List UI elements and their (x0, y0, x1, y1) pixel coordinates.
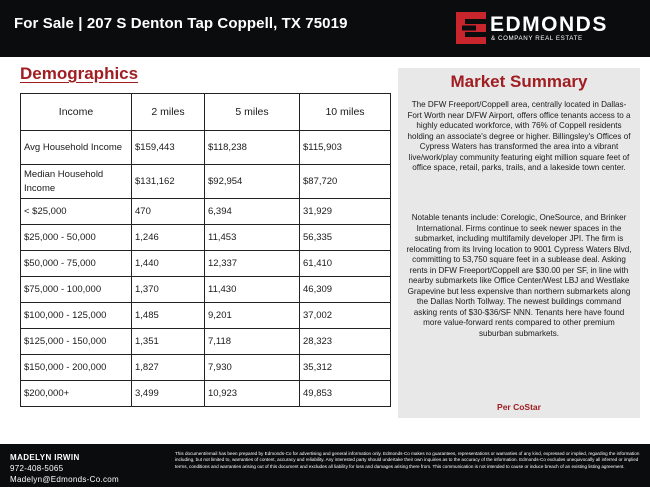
legal-disclaimer: This document/email has been prepared by Edmonds-Co for advertising and general information only. Edmonds-Co makes no guarantees, representations or warranties of any kind, expressed or implied, regarding the information including, but not limited to, warranties of content, accuracy and reliability. Any interested party should undertake their own inquiries as to the accuracy of the information. Edmonds-Co excludes unequivocally all inferred or implied terms, conditions and warranties arising out of this document and excludes all liability for loss and damages arising there from. This communication is not intended to cause or induce breach of an existing listing agreement. (175, 451, 640, 469)
table-cell: $131,162 (132, 165, 205, 199)
table-row (21, 355, 391, 381)
table-cell: 6,394 (205, 199, 300, 225)
table-cell: $87,720 (300, 165, 391, 199)
company-logo (456, 11, 641, 45)
table-row (21, 131, 391, 165)
table-cell: $115,903 (300, 131, 391, 165)
table-cell: 11,430 (205, 277, 300, 303)
column-header: 2 miles (132, 94, 205, 131)
row-label: $50,000 - 75,000 (21, 251, 132, 277)
table-cell: 31,929 (300, 199, 391, 225)
table-cell: 35,312 (300, 355, 391, 381)
table-cell: 1,827 (132, 355, 205, 381)
table-row (21, 199, 391, 225)
market-summary-paragraph: Notable tenants include: Corelogic, OneSource, and Brinker International. Firms continue to seek newer spaces in the submarket, including multifamily developer JPI. The firm is relocating from its Irving location to 9001 Cypress Waters Blvd, committing to 53,750 square feet in a sublease deal. Asking rents in DFW Freeport/Coppell are $30.00 per SF, in line with nearby submarkets like Office Center/West LBJ and Westlake Grapevine but less expensive than northern submarkets along the Dallas North Tollway. The newest buildings command asking rents of $30-$36/SF NNN. Tenants here have found more value-forward rents compared to other premium suburban submarkets. (406, 213, 632, 338)
table-row (21, 329, 391, 355)
table-row (21, 303, 391, 329)
footer-bar (0, 444, 650, 487)
header-bar (0, 0, 650, 57)
table-cell: 7,930 (205, 355, 300, 381)
table-cell: 10,923 (205, 381, 300, 407)
row-label: $150,000 - 200,000 (21, 355, 132, 381)
market-summary-title: Market Summary (450, 72, 588, 91)
table-cell: 37,002 (300, 303, 391, 329)
table-row (21, 165, 391, 199)
row-label: Avg Household Income (21, 131, 132, 165)
agent-email: Madelyn@Edmonds-Co.com (10, 475, 119, 484)
table-cell: 1,351 (132, 329, 205, 355)
page-title: For Sale | 207 S Denton Tap Coppell, TX 75019 (14, 15, 348, 32)
table-row (21, 381, 391, 407)
table-cell: $159,443 (132, 131, 205, 165)
table-cell: 46,309 (300, 277, 391, 303)
table-cell: 49,853 (300, 381, 391, 407)
table-cell: 1,440 (132, 251, 205, 277)
table-cell: 61,410 (300, 251, 391, 277)
table-cell: 12,337 (205, 251, 300, 277)
market-summary-panel (398, 68, 640, 418)
table-cell: 9,201 (205, 303, 300, 329)
table-cell: 11,453 (205, 225, 300, 251)
row-label: $100,000 - 125,000 (21, 303, 132, 329)
edmonds-logo-icon (456, 12, 492, 44)
source-credit: Per CoStar (497, 402, 541, 412)
table-cell: 470 (132, 199, 205, 225)
row-label: $75,000 - 100,000 (21, 277, 132, 303)
logo-tagline: & COMPANY REAL ESTATE (491, 35, 583, 42)
table-cell: $118,238 (205, 131, 300, 165)
table-cell: 28,323 (300, 329, 391, 355)
table-row (21, 251, 391, 277)
row-label: $200,000+ (21, 381, 132, 407)
table-cell: 1,485 (132, 303, 205, 329)
table-header-row (21, 94, 391, 131)
row-label: $125,000 - 150,000 (21, 329, 132, 355)
row-label: Median Household Income (21, 165, 132, 199)
column-header: Income (21, 94, 132, 131)
table-row (21, 225, 391, 251)
table-cell: 1,246 (132, 225, 205, 251)
table-cell: 56,335 (300, 225, 391, 251)
column-header: 10 miles (300, 94, 391, 131)
table-cell: 1,370 (132, 277, 205, 303)
table-cell: 7,118 (205, 329, 300, 355)
market-summary-paragraph: The DFW Freeport/Coppell area, centrally located in Dallas-Fort Worth near D/FW Airport, offers office tenants access to a highly educated workforce, with 76% of Coppell residents holding an associate's degree or higher. Billingsley's Offices of Cypress Waters has transformed the area into a vibrant live/work/play community featuring eight million square feet of office space, retail, parks, trails, and a lakeside town center. (407, 100, 631, 172)
table-cell: $92,954 (205, 165, 300, 199)
agent-name: MADELYN IRWIN (10, 453, 80, 462)
table-row (21, 277, 391, 303)
logo-wordmark: EDMONDS (490, 13, 608, 36)
demographics-title: Demographics (20, 64, 139, 83)
row-label: < $25,000 (21, 199, 132, 225)
demographics-table (20, 93, 391, 407)
row-label: $25,000 - 50,000 (21, 225, 132, 251)
table-cell: 3,499 (132, 381, 205, 407)
agent-phone: 972-408-5065 (10, 464, 64, 473)
column-header: 5 miles (205, 94, 300, 131)
